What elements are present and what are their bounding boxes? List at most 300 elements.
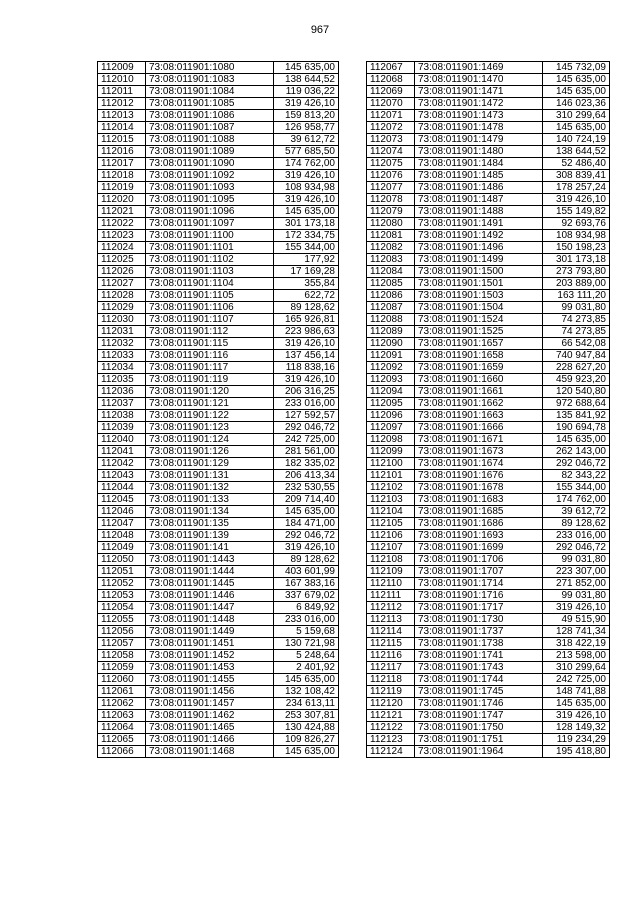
cadastral-number-cell: 73:08:011901:1088 [146,134,274,146]
table-row [367,470,610,482]
table-row [367,218,610,230]
cadastral-value-cell: 172 334,75 [274,230,339,242]
table-row [367,422,610,434]
table-row [98,266,339,278]
cadastral-value-cell: 99 031,80 [543,590,610,602]
table-row [367,302,610,314]
cadastral-value-cell: 319 426,10 [274,374,339,386]
record-number-cell: 112054 [98,602,146,614]
table-row [367,122,610,134]
cadastral-value-cell: 118 838,16 [274,362,339,374]
record-number-cell: 112058 [98,650,146,662]
table-row [98,422,339,434]
record-number-cell: 112079 [367,206,415,218]
table-row [98,674,339,686]
cadastral-value-cell: 89 128,62 [274,554,339,566]
cadastral-number-cell: 73:08:011901:1750 [415,722,543,734]
table-row [367,746,610,758]
cadastral-value-cell: 74 273,85 [543,326,610,338]
record-number-cell: 112037 [98,398,146,410]
cadastral-number-cell: 73:08:011901:1717 [415,602,543,614]
cadastral-number-cell: 73:08:011901:1479 [415,134,543,146]
table-row [367,326,610,338]
record-number-cell: 112031 [98,326,146,338]
record-number-cell: 112081 [367,230,415,242]
cadastral-value-cell: 292 046,72 [543,542,610,554]
cadastral-number-cell: 73:08:011901:1741 [415,650,543,662]
cadastral-number-cell: 73:08:011901:131 [146,470,274,482]
table-row [367,554,610,566]
record-number-cell: 112042 [98,458,146,470]
table-row [98,278,339,290]
cadastral-value-cell: 319 426,10 [274,170,339,182]
cadastral-value-cell: 99 031,80 [543,302,610,314]
cadastral-number-cell: 73:08:011901:1104 [146,278,274,290]
cadastral-number-cell: 73:08:011901:1083 [146,74,274,86]
cadastral-value-cell: 319 426,10 [274,98,339,110]
table-row [98,182,339,194]
cadastral-number-cell: 73:08:011901:1738 [415,638,543,650]
record-number-cell: 112053 [98,590,146,602]
table-row [98,626,339,638]
record-number-cell: 112103 [367,494,415,506]
record-number-cell: 112085 [367,278,415,290]
cadastral-number-cell: 73:08:011901:1747 [415,710,543,722]
table-row [367,662,610,674]
cadastral-number-cell: 73:08:011901:1470 [415,74,543,86]
table-row [98,434,339,446]
cadastral-number-cell: 73:08:011901:1107 [146,314,274,326]
table-row [367,722,610,734]
record-number-cell: 112082 [367,242,415,254]
record-number-cell: 112096 [367,410,415,422]
record-number-cell: 112035 [98,374,146,386]
cadastral-value-cell: 403 601,99 [274,566,339,578]
table-row [367,518,610,530]
record-number-cell: 112034 [98,362,146,374]
cadastral-value-cell: 92 693,76 [543,218,610,230]
record-number-cell: 112044 [98,482,146,494]
cadastral-value-cell: 301 173,18 [274,218,339,230]
record-number-cell: 112015 [98,134,146,146]
cadastral-number-cell: 73:08:011901:1488 [415,206,543,218]
cadastral-number-cell: 73:08:011901:1676 [415,470,543,482]
record-number-cell: 112010 [98,74,146,86]
cadastral-value-cell: 145 732,09 [543,62,610,74]
cadastral-value-cell: 145 635,00 [543,74,610,86]
table-row [98,722,339,734]
record-number-cell: 112024 [98,242,146,254]
record-number-cell: 112011 [98,86,146,98]
table-row [367,74,610,86]
cadastral-value-cell: 271 852,00 [543,578,610,590]
record-number-cell: 112115 [367,638,415,650]
cadastral-value-cell: 159 813,20 [274,110,339,122]
cadastral-number-cell: 73:08:011901:1714 [415,578,543,590]
table-row [98,566,339,578]
record-number-cell: 112016 [98,146,146,158]
record-number-cell: 112106 [367,530,415,542]
table-row [98,110,339,122]
table-row [367,410,610,422]
record-number-cell: 112073 [367,134,415,146]
cadastral-number-cell: 73:08:011901:1683 [415,494,543,506]
cadastral-value-cell: 39 612,72 [543,506,610,518]
table-row [98,578,339,590]
cadastral-value-cell: 128 149,32 [543,722,610,734]
cadastral-value-cell: 145 635,00 [543,86,610,98]
table-row [98,254,339,266]
cadastral-value-cell: 177,92 [274,254,339,266]
cadastral-number-cell: 73:08:011901:1089 [146,146,274,158]
cadastral-value-cell: 242 725,00 [543,674,610,686]
record-number-cell: 112107 [367,542,415,554]
cadastral-number-cell: 73:08:011901:1659 [415,362,543,374]
record-number-cell: 112071 [367,110,415,122]
table-row [367,734,610,746]
cadastral-value-cell: 182 335,02 [274,458,339,470]
cadastral-number-cell: 73:08:011901:1745 [415,686,543,698]
table-row [98,398,339,410]
record-number-cell: 112023 [98,230,146,242]
cadastral-value-cell: 459 923,20 [543,374,610,386]
cadastral-value-cell: 223 986,63 [274,326,339,338]
cadastral-number-cell: 73:08:011901:1106 [146,302,274,314]
record-number-cell: 112102 [367,482,415,494]
cadastral-value-cell: 82 343,22 [543,470,610,482]
table-row [367,278,610,290]
cadastral-number-cell: 73:08:011901:134 [146,506,274,518]
record-number-cell: 112075 [367,158,415,170]
record-number-cell: 112117 [367,662,415,674]
cadastral-number-cell: 73:08:011901:132 [146,482,274,494]
cadastral-value-cell: 319 426,10 [543,194,610,206]
table-row [98,230,339,242]
cadastral-number-cell: 73:08:011901:133 [146,494,274,506]
table-row [98,386,339,398]
cadastral-number-cell: 73:08:011901:1102 [146,254,274,266]
cadastral-value-cell: 273 793,80 [543,266,610,278]
cadastral-value-cell: 119 036,22 [274,86,339,98]
table-row [98,122,339,134]
cadastral-value-cell: 145 635,00 [543,698,610,710]
cadastral-value-cell: 145 635,00 [543,434,610,446]
cadastral-value-cell: 233 016,00 [274,398,339,410]
cadastral-number-cell: 73:08:011901:1504 [415,302,543,314]
record-number-cell: 112072 [367,122,415,134]
cadastral-value-cell: 130 721,98 [274,638,339,650]
table-row [367,62,610,74]
record-number-cell: 112094 [367,386,415,398]
record-number-cell: 112084 [367,266,415,278]
cadastral-number-cell: 73:08:011901:1686 [415,518,543,530]
cadastral-number-cell: 73:08:011901:1737 [415,626,543,638]
record-number-cell: 112097 [367,422,415,434]
cadastral-number-cell: 73:08:011901:112 [146,326,274,338]
cadastral-value-cell: 355,84 [274,278,339,290]
cadastral-value-cell: 148 741,88 [543,686,610,698]
record-number-cell: 112101 [367,470,415,482]
table-row [98,362,339,374]
cadastral-value-cell: 145 635,00 [543,122,610,134]
cadastral-value-cell: 108 934,98 [274,182,339,194]
cadastral-number-cell: 73:08:011901:1466 [146,734,274,746]
cadastral-number-cell: 73:08:011901:1101 [146,242,274,254]
registry-table-right-body [367,62,610,758]
cadastral-number-cell: 73:08:011901:1465 [146,722,274,734]
cadastral-number-cell: 73:08:011901:1103 [146,266,274,278]
cadastral-value-cell: 5 248,64 [274,650,339,662]
table-row [98,170,339,182]
cadastral-value-cell: 145 635,00 [274,206,339,218]
table-row [98,518,339,530]
table-row [367,254,610,266]
record-number-cell: 112019 [98,182,146,194]
cadastral-value-cell: 310 299,64 [543,110,610,122]
cadastral-value-cell: 74 273,85 [543,314,610,326]
cadastral-value-cell: 190 694,78 [543,422,610,434]
table-row [367,602,610,614]
record-number-cell: 112113 [367,614,415,626]
record-number-cell: 112021 [98,206,146,218]
record-number-cell: 112057 [98,638,146,650]
record-number-cell: 112116 [367,650,415,662]
record-number-cell: 112009 [98,62,146,74]
cadastral-number-cell: 73:08:011901:1671 [415,434,543,446]
cadastral-value-cell: 155 344,00 [274,242,339,254]
cadastral-value-cell: 99 031,80 [543,554,610,566]
record-number-cell: 112114 [367,626,415,638]
record-number-cell: 112109 [367,566,415,578]
table-row [367,506,610,518]
registry-table-left-body [98,62,339,758]
table-row [98,530,339,542]
cadastral-number-cell: 73:08:011901:1092 [146,170,274,182]
cadastral-number-cell: 73:08:011901:1472 [415,98,543,110]
cadastral-number-cell: 73:08:011901:1673 [415,446,543,458]
table-row [367,698,610,710]
table-row [367,386,610,398]
cadastral-number-cell: 73:08:011901:1707 [415,566,543,578]
cadastral-number-cell: 73:08:011901:1457 [146,698,274,710]
cadastral-number-cell: 73:08:011901:121 [146,398,274,410]
cadastral-value-cell: 135 841,92 [543,410,610,422]
cadastral-value-cell: 128 741,34 [543,626,610,638]
record-number-cell: 112033 [98,350,146,362]
table-row [367,86,610,98]
cadastral-number-cell: 73:08:011901:1658 [415,350,543,362]
table-row [98,98,339,110]
cadastral-number-cell: 73:08:011901:126 [146,446,274,458]
cadastral-value-cell: 206 316,25 [274,386,339,398]
record-number-cell: 112105 [367,518,415,530]
cadastral-number-cell: 73:08:011901:120 [146,386,274,398]
table-row [367,710,610,722]
table-row [367,110,610,122]
cadastral-value-cell: 174 762,00 [274,158,339,170]
cadastral-value-cell: 119 234,29 [543,734,610,746]
record-number-cell: 112032 [98,338,146,350]
record-number-cell: 112059 [98,662,146,674]
cadastral-number-cell: 73:08:011901:1455 [146,674,274,686]
record-number-cell: 112118 [367,674,415,686]
cadastral-value-cell: 209 714,40 [274,494,339,506]
cadastral-value-cell: 140 724,19 [543,134,610,146]
record-number-cell: 112080 [367,218,415,230]
record-number-cell: 112048 [98,530,146,542]
table-row [367,182,610,194]
table-row [98,290,339,302]
record-number-cell: 112041 [98,446,146,458]
cadastral-value-cell: 163 111,20 [543,290,610,302]
record-number-cell: 112056 [98,626,146,638]
record-number-cell: 112018 [98,170,146,182]
table-row [98,74,339,86]
cadastral-number-cell: 73:08:011901:1685 [415,506,543,518]
cadastral-value-cell: 178 257,24 [543,182,610,194]
cadastral-number-cell: 73:08:011901:1525 [415,326,543,338]
cadastral-value-cell: 319 426,10 [543,602,610,614]
cadastral-number-cell: 73:08:011901:1693 [415,530,543,542]
cadastral-value-cell: 146 023,36 [543,98,610,110]
cadastral-value-cell: 292 046,72 [543,458,610,470]
cadastral-number-cell: 73:08:011901:1660 [415,374,543,386]
record-number-cell: 112040 [98,434,146,446]
cadastral-number-cell: 73:08:011901:1448 [146,614,274,626]
cadastral-value-cell: 145 635,00 [274,746,339,758]
table-row [98,638,339,650]
cadastral-value-cell: 5 159,68 [274,626,339,638]
record-number-cell: 112074 [367,146,415,158]
table-row [367,638,610,650]
table-row [367,158,610,170]
record-number-cell: 112076 [367,170,415,182]
cadastral-value-cell: 213 598,00 [543,650,610,662]
cadastral-number-cell: 73:08:011901:1469 [415,62,543,74]
cadastral-number-cell: 73:08:011901:1473 [415,110,543,122]
cadastral-value-cell: 242 725,00 [274,434,339,446]
table-row [367,614,610,626]
cadastral-value-cell: 174 762,00 [543,494,610,506]
record-number-cell: 112028 [98,290,146,302]
cadastral-value-cell: 17 169,28 [274,266,339,278]
cadastral-number-cell: 73:08:011901:1468 [146,746,274,758]
record-number-cell: 112091 [367,350,415,362]
cadastral-number-cell: 73:08:011901:1097 [146,218,274,230]
cadastral-number-cell: 73:08:011901:122 [146,410,274,422]
table-row [98,698,339,710]
cadastral-value-cell: 120 540,80 [543,386,610,398]
cadastral-number-cell: 73:08:011901:1480 [415,146,543,158]
record-number-cell: 112039 [98,422,146,434]
cadastral-value-cell: 577 685,50 [274,146,339,158]
record-number-cell: 112070 [367,98,415,110]
table-row [98,374,339,386]
cadastral-number-cell: 73:08:011901:141 [146,542,274,554]
record-number-cell: 112098 [367,434,415,446]
record-number-cell: 112012 [98,98,146,110]
cadastral-number-cell: 73:08:011901:1090 [146,158,274,170]
record-number-cell: 112052 [98,578,146,590]
cadastral-value-cell: 234 613,11 [274,698,339,710]
cadastral-number-cell: 73:08:011901:1471 [415,86,543,98]
table-row [98,686,339,698]
record-number-cell: 112088 [367,314,415,326]
cadastral-value-cell: 155 344,00 [543,482,610,494]
record-number-cell: 112027 [98,278,146,290]
table-row [367,650,610,662]
record-number-cell: 112020 [98,194,146,206]
table-row [367,674,610,686]
table-row [98,62,339,74]
cadastral-value-cell: 740 947,84 [543,350,610,362]
cadastral-value-cell: 318 422,19 [543,638,610,650]
record-number-cell: 112049 [98,542,146,554]
record-number-cell: 112064 [98,722,146,734]
cadastral-number-cell: 73:08:011901:1743 [415,662,543,674]
cadastral-value-cell: 165 926,81 [274,314,339,326]
record-number-cell: 112099 [367,446,415,458]
record-number-cell: 112063 [98,710,146,722]
cadastral-number-cell: 73:08:011901:1456 [146,686,274,698]
cadastral-value-cell: 184 471,00 [274,518,339,530]
table-row [98,602,339,614]
table-row [367,434,610,446]
table-row [367,566,610,578]
cadastral-value-cell: 138 644,52 [274,74,339,86]
cadastral-number-cell: 73:08:011901:1674 [415,458,543,470]
record-number-cell: 112108 [367,554,415,566]
cadastral-number-cell: 73:08:011901:1744 [415,674,543,686]
cadastral-number-cell: 73:08:011901:1751 [415,734,543,746]
cadastral-value-cell: 108 934,98 [543,230,610,242]
record-number-cell: 112026 [98,266,146,278]
record-number-cell: 112092 [367,362,415,374]
table-row [367,458,610,470]
table-row [98,542,339,554]
cadastral-value-cell: 308 839,41 [543,170,610,182]
cadastral-number-cell: 73:08:011901:1716 [415,590,543,602]
cadastral-value-cell: 203 889,00 [543,278,610,290]
cadastral-value-cell: 155 149,82 [543,206,610,218]
table-row [367,578,610,590]
record-number-cell: 112112 [367,602,415,614]
cadastral-value-cell: 253 307,81 [274,710,339,722]
table-row [367,530,610,542]
table-row [367,146,610,158]
cadastral-number-cell: 73:08:011901:1087 [146,122,274,134]
table-row [367,686,610,698]
table-row [98,314,339,326]
cadastral-value-cell: 319 426,10 [543,710,610,722]
table-row [98,338,339,350]
cadastral-number-cell: 73:08:011901:115 [146,338,274,350]
cadastral-value-cell: 972 688,64 [543,398,610,410]
record-number-cell: 112067 [367,62,415,74]
cadastral-number-cell: 73:08:011901:1080 [146,62,274,74]
record-number-cell: 112119 [367,686,415,698]
cadastral-number-cell: 73:08:011901:1730 [415,614,543,626]
cadastral-number-cell: 73:08:011901:1443 [146,554,274,566]
table-row [98,326,339,338]
table-row [98,470,339,482]
table-row [98,134,339,146]
cadastral-value-cell: 228 627,20 [543,362,610,374]
cadastral-number-cell: 73:08:011901:1444 [146,566,274,578]
table-row [98,446,339,458]
cadastral-value-cell: 132 108,42 [274,686,339,698]
cadastral-number-cell: 73:08:011901:135 [146,518,274,530]
